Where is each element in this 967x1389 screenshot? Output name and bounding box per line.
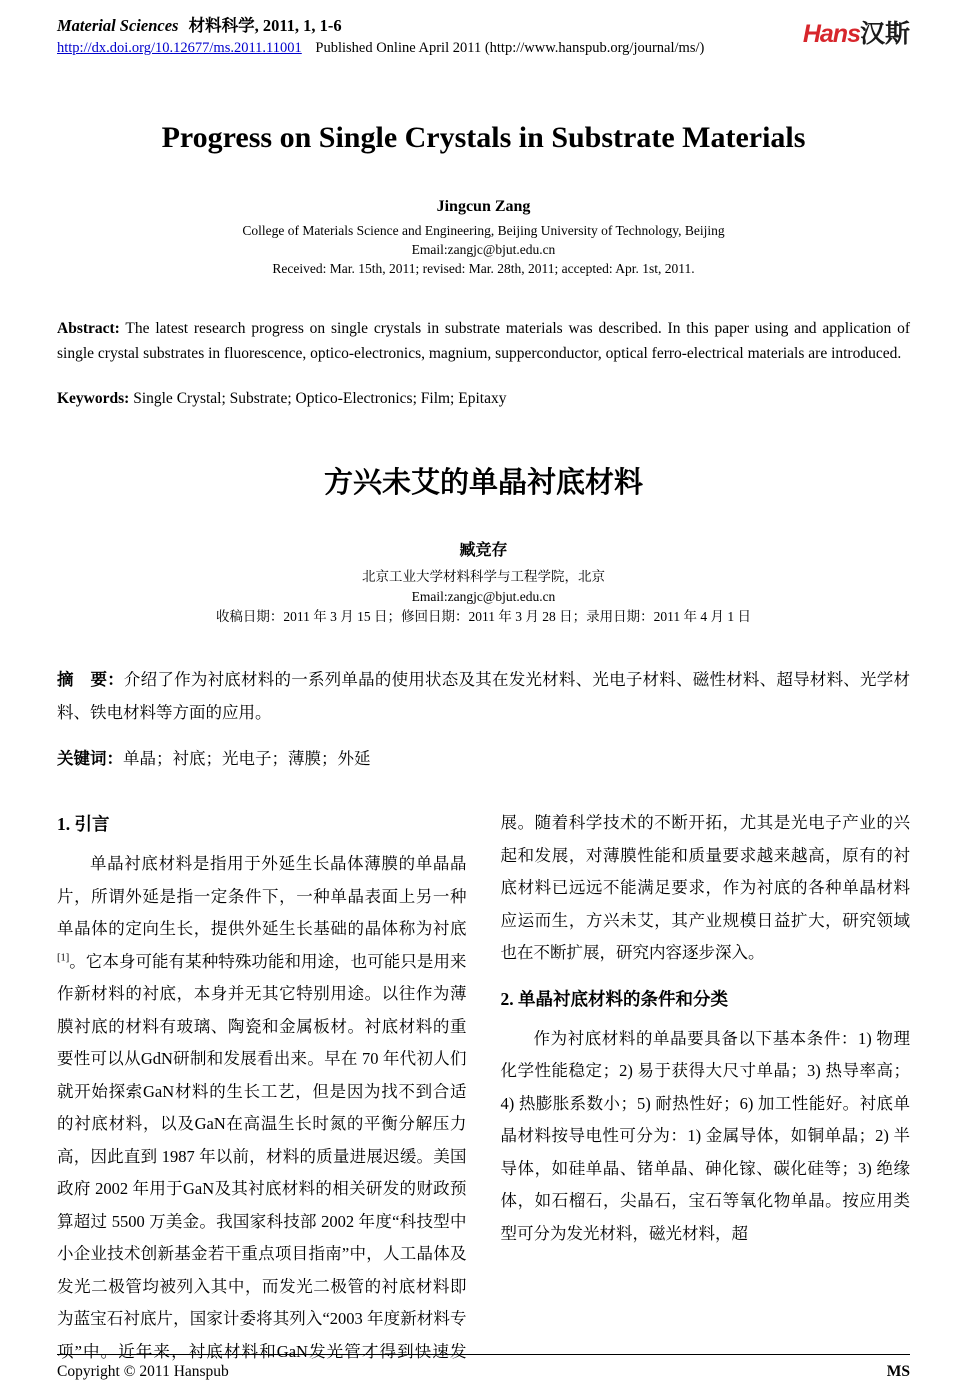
abstract-text-en: The latest research progress on single crystals in substrate materials was described. In this paper using and application of single crystal substrates in fluorescence, optico-electronics, magnium, supperconductor, optical ferro-electrical materials are introduced. [57,320,910,362]
keywords-en [57,390,910,408]
abstract-text-zh: 介绍了作为衬底材料的一系列单晶的使用状态及其在发光材料、光电子材料、磁性材料、超导材料、光学材料、铁电材料等方面的应用。 [57,670,911,722]
hans-publisher-logo [803,14,910,50]
article-title-zh: 方兴未艾的单晶衬底材料 [323,467,643,499]
journal-header-left [57,12,704,57]
journal-name-zh: 材料科学, 2011, 1, 1-6 [188,16,342,35]
doi-link[interactable]: http://dx.doi.org/10.12677/ms.2011.11001 [57,40,302,56]
keywords-zh [57,745,910,769]
article-body [57,807,910,1369]
section-1-text-b: 。它本身可能有某种特殊功能和用途，也可能只是用来作新材料的衬底，本身并无其它特别用途。以往作为薄膜衬底的材料有玻璃、陶瓷和金属板材。衬底材料的重要性可以从GdN研制和发展看出来。早在 70 年代初人们就开始探索GaN材料的生长工艺，但是因为找不到合适的衬底材料，以及GaN在高温生长时氮的平衡分解压力高，因此直到 1987 年以前，材料的质量进展迟缓。美国政府 2002 年用于GaN及其衬底材料的相关研发的财政预算超过 5500 万美金。我国家科技部 2002 年度“科技型中小企业技术创新基金若干重点项目指南”中，人工晶体及发光二极管均被列入其中，而发光二极管的衬底材料即为蓝宝石衬底片，国家计委将其列入“2003 年度新材料专项”中。近年来，衬底材料和GaN发光管才得到快速发展。随着科学技术的不断开拓，尤其是光电子产业的兴起和发展，对薄膜性能和质量要求越来越高，原有的衬底材料已远远不能满足要求，作为衬底的各种单晶材料应运而生，方兴未艾，其产业规模日益扩大，研究领域也在不断扩展，研究内容逐步深入。 [57,813,910,1361]
keywords-text-en: Single Crystal; Substrate; Optico-Electronics; Film; Epitaxy [133,390,507,407]
journal-title-line [57,12,704,36]
dates-zh: 收稿日期：2011 年 3 月 15 日；修回日期：2011 年 3 月 28 日；录用日期：2011 年 4 月 1 日 [215,609,752,624]
abstract-label-en: Abstract: [57,320,120,337]
journal-abbreviation: MS [886,1363,910,1380]
email-en: Email:zangjc@bjut.edu.cn [411,242,556,257]
doi-line [57,40,704,57]
keywords-text-zh: 单晶；衬底；光电子；薄膜；外延 [123,749,371,768]
reference-1-marker: [1] [57,952,70,963]
author-name-en: Jingcun Zang [436,198,531,215]
affiliation-en: College of Materials Science and Engineering, Beijing University of Technology, Beijing [242,223,725,238]
section-1-heading: 1. 引言 [57,814,110,834]
keywords-label-zh: 关键词： [57,749,123,768]
copyright-text: Copyright © 2011 Hanspub [57,1363,229,1380]
abstract-zh [57,663,910,729]
hans-logo-latin: Hans [802,20,860,48]
section-1-text-a: 单晶衬底材料是指用于外延生长晶体薄膜的单晶晶片，所谓外延是指一定条件下，一种单晶表面上另一种单晶体的定向生长，提供外延生长基础的晶体称为衬底 [57,854,467,938]
author-block-zh [57,541,910,627]
section-2-heading: 2. 单晶衬底材料的条件和分类 [500,988,728,1009]
author-name-zh: 臧竞存 [459,542,508,559]
published-info: Published Online April 2011 (http://www.hanspub.org/journal/ms/) [315,40,705,56]
journal-name-en: Material Sciences [57,16,179,35]
keywords-label-en: Keywords: [57,390,130,407]
journal-header [57,12,910,57]
page-footer [57,1354,910,1381]
affiliation-zh: 北京工业大学材料科学与工程学院，北京 [362,569,605,584]
email-zh: Email:zangjc@bjut.edu.cn [411,589,556,604]
hans-logo-zh: 汉斯 [859,20,910,48]
article-title-en: Progress on Single Crystals in Substrate Materials [161,121,806,154]
abstract-label-zh: 摘 要： [57,670,124,689]
author-block-en [57,197,910,278]
dates-en: Received: Mar. 15th, 2011; revised: Mar. 28th, 2011; accepted: Apr. 1st, 2011. [272,261,695,276]
abstract-en [57,316,910,366]
section-2-paragraph: 作为衬底材料的单晶要具备以下基本条件：1) 物理化学性能稳定；2) 易于获得大尺寸单晶；3) 热导率高；4) 热膨胀系数小；5) 耐热性好；6) 加工性能好。衬底单晶材料按导电性可分为：1) 金属导体，如铜单晶；2) 半导体，如硅单晶、锗单晶、砷化镓、碳化硅等；3) 绝缘体，如石榴石，尖晶石，宝石等氧化物单晶。按应用类型可分为发光材料，磁光材料，超 [500,1028,910,1243]
